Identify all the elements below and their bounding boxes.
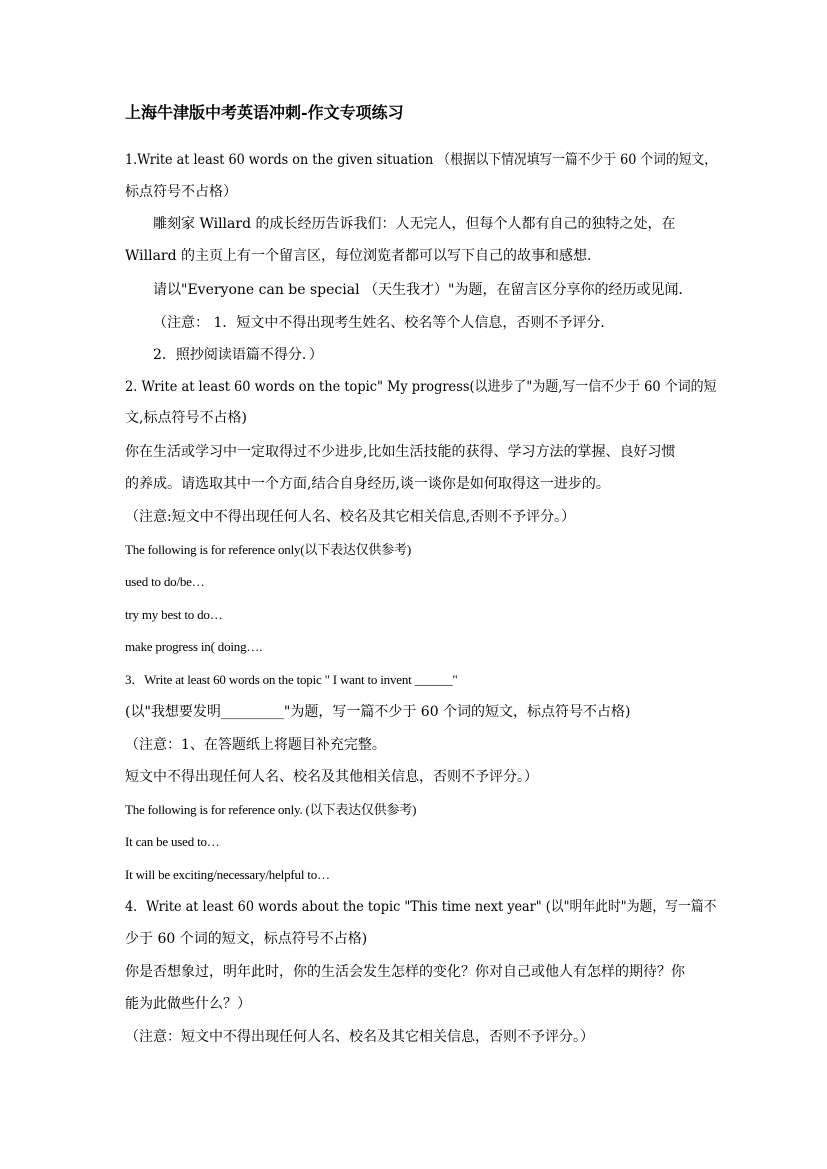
- q2-reference-item-3: make progress in( doing….: [125, 639, 263, 654]
- q2-note-line: （注意:短文中不得出现任何人名、校名及其它相关信息,否则不予评分。）: [125, 509, 576, 525]
- q3-reference-heading: The following is for reference only. (以下表达仅供参考): [125, 802, 417, 817]
- q2-description-line-2: 的养成。请选取其中一个方面,结合自身经历,谈一谈你是如何取得这一进步的。: [125, 476, 610, 492]
- q1-prompt-line-2: 标点符号不占格）: [125, 184, 237, 200]
- q3-reference-item-2: It will be exciting/necessary/helpful to…: [125, 867, 330, 882]
- q2-description-line-1: 你在生活或学习中一定取得过不少进步,比如生活技能的获得、学习方法的掌握、良好习惯: [125, 444, 676, 460]
- q2-reference-item-2: try my best to do…: [125, 607, 223, 622]
- q2-reference-item-1: used to do/be…: [125, 574, 205, 589]
- q1-prompt-line-1: 1.Write at least 60 words on the given situation （根据以下情况填写一篇不少于 60 个词的短文，: [125, 152, 718, 168]
- q3-reference-item-1: It can be used to…: [125, 834, 220, 849]
- q2-prompt-line-1: 2. Write at least 60 words on the topic" My progress(以进步了"为题,写一信不少于 60 个词的短: [125, 379, 717, 395]
- q4-note-line: （注意：短文中不得出现任何人名、校名及其它相关信息，否则不予评分。）: [125, 1029, 594, 1045]
- q4-prompt-line-2: 少于 60 个词的短文，标点符号不占格): [125, 931, 368, 947]
- q3-note-line-2: 短文中不得出现任何人名、校名及其他相关信息，否则不予评分。）: [125, 769, 538, 785]
- q4-prompt-line-1: 4．Write at least 60 words about the topic "This time next year" (以"明年此时"为题，写一篇不: [125, 899, 717, 915]
- q1-topic-line: 请以"Everyone can be special （天生我才）"为题，在留言区分享你的经历或见闻．: [153, 282, 693, 298]
- q1-note-line-2: 2．照抄阅读语篇不得分．）: [153, 347, 323, 363]
- q3-prompt-line-2: (以"我想要发明_________"为题，写一篇不少于 60 个词的短文，标点符号不占格): [125, 704, 631, 720]
- q3-prompt-line-1: 3．Write at least 60 words on the topic " I want to invent ______": [125, 672, 458, 687]
- page-title: 上海牛津版中考英语冲刺-作文专项练习: [125, 103, 404, 122]
- q2-reference-heading: The following is for reference only(以下表达仅供参考): [125, 542, 411, 557]
- q2-prompt-line-2: 文,标点符号不占格): [125, 410, 247, 426]
- q4-description-line-1: 你是否想象过，明年此时，你的生活会发生怎样的变化？你对自己或他人有怎样的期待？你: [125, 964, 685, 980]
- q4-description-line-2: 能为此做些什么？）: [125, 996, 251, 1012]
- q1-situation-line-2: Willard 的主页上有一个留言区，每位浏览者都可以写下自己的故事和感想．: [125, 248, 602, 264]
- q3-note-line-1: （注意：1、在答题纸上将题目补充完整。: [125, 737, 386, 753]
- q1-situation-line-1: 雕刻家 Willard 的成长经历告诉我们：人无完人，但每个人都有自己的独特之处，在: [153, 216, 676, 232]
- q1-note-line-1: （注意： 1．短文中不得出现考生姓名、校名等个人信息，否则不予评分．: [153, 315, 615, 331]
